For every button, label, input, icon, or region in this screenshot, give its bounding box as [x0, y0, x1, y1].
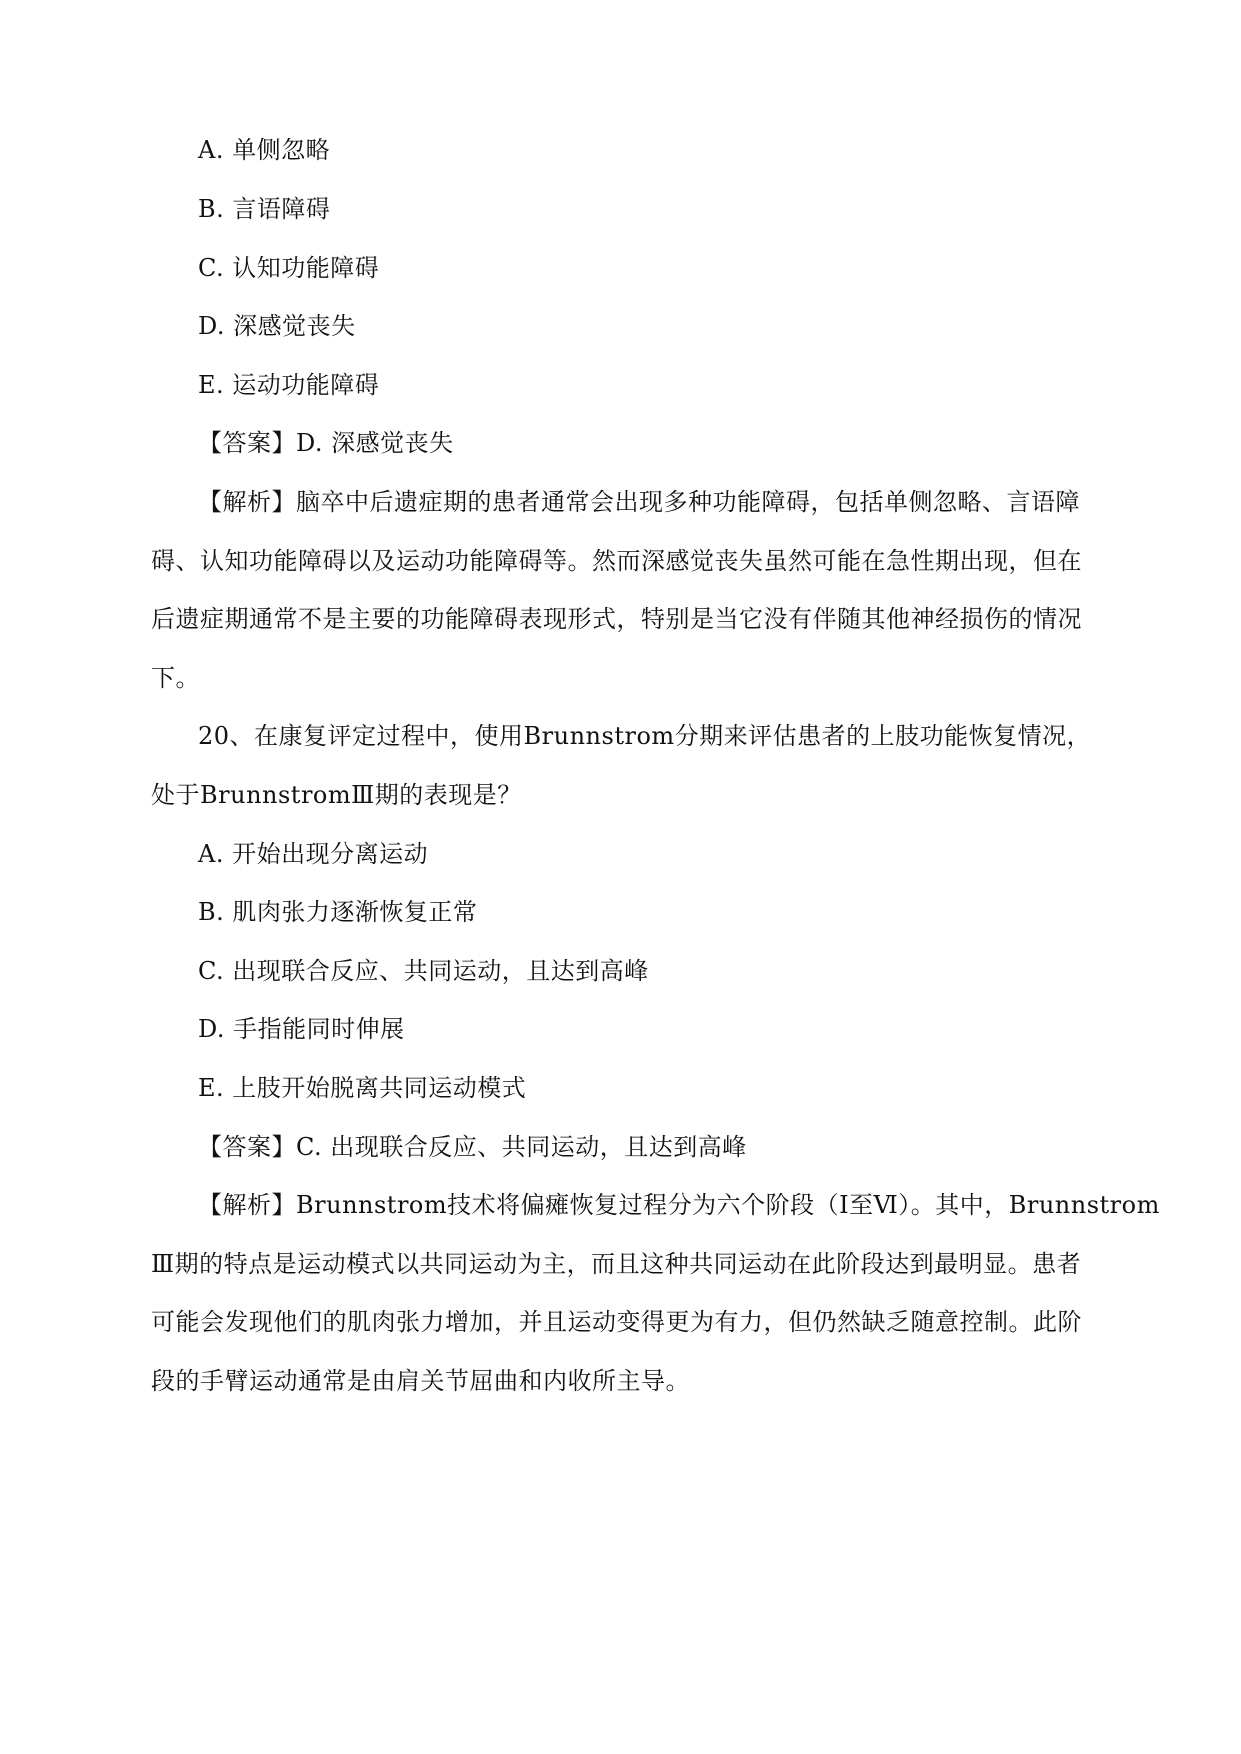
q19-option-c: C. 认知功能障碍 [198, 254, 380, 282]
q20-analysis-line: 可能会发现他们的肌肉张力增加，并且运动变得更为有力，但仍然缺乏随意控制。此阶 [151, 1308, 1082, 1336]
q19-analysis-line: 碍、认知功能障碍以及运动功能障碍等。然而深感觉丧失虽然可能在急性期出现，但在 [151, 547, 1082, 575]
q19-option-b: B. 言语障碍 [198, 195, 331, 223]
q19-analysis-line: 【解析】脑卒中后遗症期的患者通常会出现多种功能障碍，包括单侧忽略、言语障 [198, 488, 1080, 516]
q20-option-e: E. 上肢开始脱离共同运动模式 [198, 1074, 527, 1102]
q20-analysis-line: 段的手臂运动通常是由肩关节屈曲和内收所主导。 [151, 1367, 690, 1395]
q19-analysis-line: 后遗症期通常不是主要的功能障碍表现形式，特别是当它没有伴随其他神经损伤的情况 [151, 605, 1082, 633]
q20-analysis-line: Ⅲ期的特点是运动模式以共同运动为主，而且这种共同运动在此阶段达到最明显。患者 [151, 1250, 1082, 1278]
q20-answer: 【答案】C. 出现联合反应、共同运动，且达到高峰 [198, 1133, 747, 1161]
q19-option-d: D. 深感觉丧失 [198, 312, 356, 340]
q19-answer: 【答案】D. 深感觉丧失 [198, 429, 454, 457]
q20-analysis-line: 【解析】Brunnstrom技术将偏瘫恢复过程分为六个阶段（Ⅰ至Ⅵ）。其中，Brunnstrom [198, 1191, 1160, 1219]
q19-option-e: E. 运动功能障碍 [198, 371, 380, 399]
q20-question-line: 处于BrunnstromⅢ期的表现是？ [151, 781, 522, 809]
q20-option-d: D. 手指能同时伸展 [198, 1015, 405, 1043]
q20-option-a: A. 开始出现分离运动 [198, 840, 429, 868]
q20-question-line: 20、在康复评定过程中，使用Brunnstrom分期来评估患者的上肢功能恢复情况， [198, 722, 1092, 750]
q20-option-c: C. 出现联合反应、共同运动，且达到高峰 [198, 957, 649, 985]
q20-option-b: B. 肌肉张力逐渐恢复正常 [198, 898, 478, 926]
q19-option-a: A. 单侧忽略 [198, 136, 331, 164]
q19-analysis-line: 下。 [151, 664, 200, 692]
